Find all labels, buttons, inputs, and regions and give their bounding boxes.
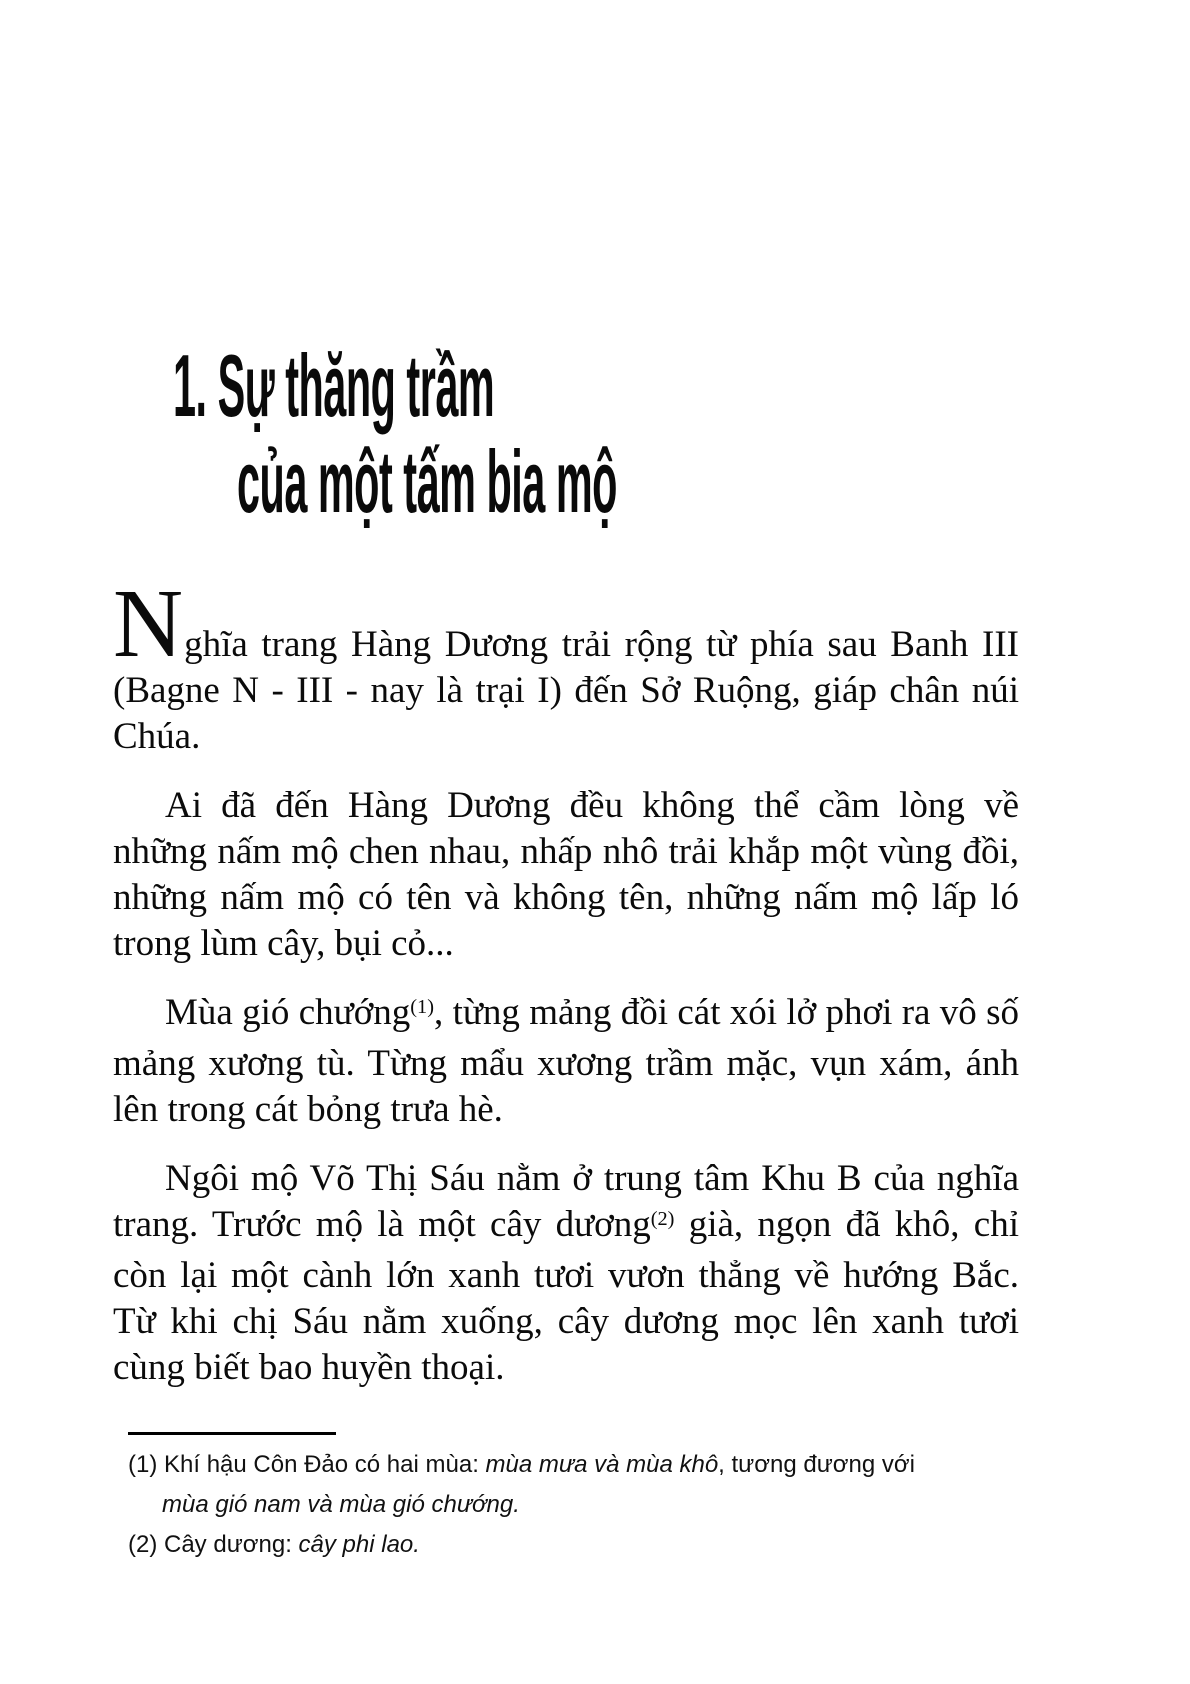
footnote-ref-1: (1) bbox=[410, 995, 435, 1018]
raised-cap: N bbox=[113, 570, 185, 677]
footnote-2-text: (2) Cây dương: bbox=[128, 1531, 299, 1558]
body-text bbox=[113, 570, 1020, 1414]
chapter-title-line-2-text: của một tấm bia mộ bbox=[237, 432, 617, 531]
footnote-ref-2: (2) bbox=[650, 1207, 675, 1230]
footnote-1-italic: mùa mưa và mùa khô bbox=[485, 1451, 719, 1478]
chapter-title bbox=[173, 338, 1045, 530]
footnote-2 bbox=[128, 1525, 1020, 1565]
chapter-title-line-1-text: 1. Sự thăng trầm bbox=[173, 336, 495, 435]
footnote-area bbox=[128, 1432, 1020, 1565]
paragraph-3-text: Mùa gió chướng bbox=[165, 992, 411, 1033]
chapter-title-line-1 bbox=[173, 338, 1045, 434]
footnote-separator-rule bbox=[128, 1432, 336, 1435]
paragraph-4 bbox=[113, 1156, 1019, 1391]
paragraph-1-text: ghĩa trang Hàng Dương trải rộng từ phía sau Banh III (Bagne N - III - nay là trại I) đến Sở Ruộng, giáp chân núi Chúa. bbox=[113, 624, 1019, 757]
footnote-1-text-cont: , tương đương với bbox=[718, 1451, 915, 1478]
chapter-title-line-2 bbox=[237, 434, 1045, 530]
paragraph-3-text-cont: , từng mảng đồi cát xói lở phơi ra vô số mảng xương tù. Từng mẩu xương trầm mặc, vụn xám, ánh lên trong cát bỏng trưa hè. bbox=[113, 992, 1019, 1130]
paragraph-4-text: Ngôi mộ Võ Thị Sáu nằm ở trung tâm Khu B của nghĩa trang. Trước mộ là một cây dương bbox=[113, 1158, 1019, 1245]
footnote-1-italic-cont: mùa gió nam và mùa gió chướng. bbox=[162, 1491, 520, 1518]
footnote-1-text: (1) Khí hậu Côn Đảo có hai mùa: bbox=[128, 1451, 486, 1478]
paragraph-2-text: Ai đã đến Hàng Dương đều không thể cầm lòng về những nấm mộ chen nhau, nhấp nhô trải khắp một vùng đồi, những nấm mộ có tên và không tên, những nấm mộ lấp ló trong lùm cây, bụi cỏ... bbox=[113, 785, 1019, 964]
footnote-2-italic: cây phi lao. bbox=[298, 1531, 420, 1558]
paragraph-1 bbox=[113, 570, 1019, 760]
paragraph-4-text-cont: già, ngọn đã khô, chỉ còn lại một cành lớn xanh tươi vươn thẳng về hướng Bắc. Từ khi chị Sáu nằm xuống, cây dương mọc lên xanh tươi cùng biết bao huyền thoại. bbox=[113, 1204, 1020, 1388]
paragraph-2 bbox=[113, 783, 1019, 967]
paragraph-3 bbox=[113, 990, 1019, 1133]
footnote-1 bbox=[128, 1445, 1020, 1525]
